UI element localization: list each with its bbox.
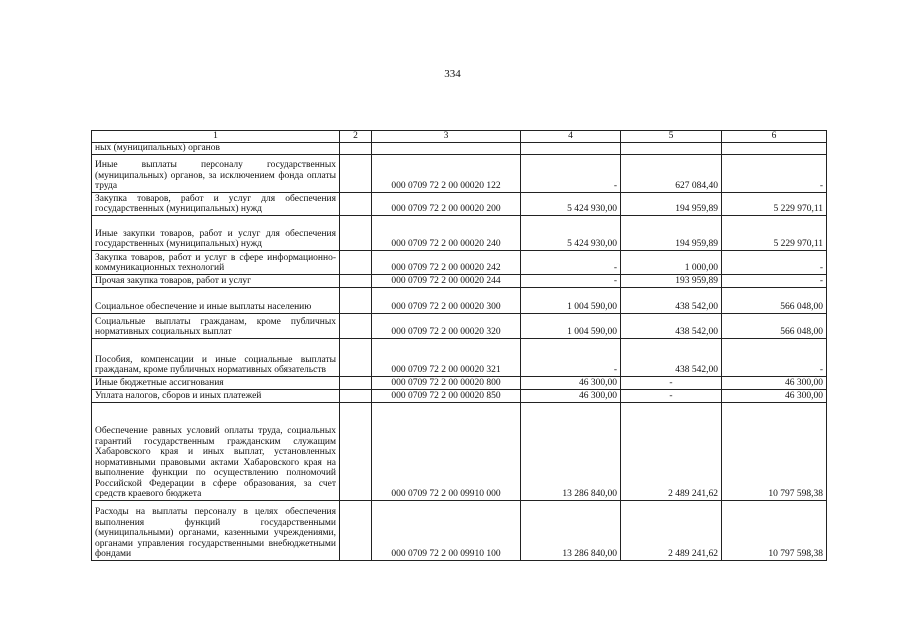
row-name: Иные закупки товаров, работ и услуг для обеспечения государственных (муниципальных) нужд: [92, 215, 340, 250]
row-col4: [521, 143, 621, 155]
row-col4: -: [521, 154, 621, 192]
row-col6: 10 797 598,38: [722, 500, 827, 560]
row-col5: 438 542,00: [621, 287, 722, 313]
row-col6: 566 048,00: [722, 313, 827, 338]
page-number: 334: [444, 68, 461, 80]
row-col4: -: [521, 250, 621, 274]
row-col4: 46 300,00: [521, 389, 621, 402]
row-col6: -: [722, 274, 827, 287]
header-row: [92, 131, 827, 143]
table-row: [92, 287, 827, 313]
row-col4: 1 004 590,00: [521, 313, 621, 338]
row-col6: 5 229 970,11: [722, 192, 827, 215]
row-code: 000 0709 72 2 00 00020 850: [372, 389, 521, 402]
row-code: 000 0709 72 2 00 00020 240: [372, 215, 521, 250]
row-col5: 2 489 241,62: [621, 500, 722, 560]
row-col2: [340, 143, 372, 155]
row-col6: -: [722, 154, 827, 192]
header-col-3: 3: [372, 131, 521, 143]
row-col4: -: [521, 338, 621, 376]
row-col6: 5 229 970,11: [722, 215, 827, 250]
row-col2: [340, 389, 372, 402]
header-col-4: 4: [521, 131, 621, 143]
row-col5: 627 084,40: [621, 154, 722, 192]
row-col4: 13 286 840,00: [521, 500, 621, 560]
table-row: [92, 313, 827, 338]
row-col5: 2 489 241,62: [621, 402, 722, 500]
row-name: Прочая закупка товаров, работ и услуг: [92, 274, 340, 287]
row-col6: [722, 143, 827, 155]
row-col4: 13 286 840,00: [521, 402, 621, 500]
row-code: 000 0709 72 2 00 00020 122: [372, 154, 521, 192]
header-col-5: 5: [621, 131, 722, 143]
row-col6: 46 300,00: [722, 389, 827, 402]
row-name: Закупка товаров, работ и услуг для обеспечения государственных (муниципальных) нужд: [92, 192, 340, 215]
row-name: Иные выплаты персоналу государственных (муниципальных) органов, за исключением фонда оплаты труда: [92, 154, 340, 192]
row-col5: 438 542,00: [621, 338, 722, 376]
header-col-2: 2: [340, 131, 372, 143]
row-code: 000 0709 72 2 00 09910 100: [372, 500, 521, 560]
row-code: 000 0709 72 2 00 00020 200: [372, 192, 521, 215]
row-col2: [340, 287, 372, 313]
row-code: 000 0709 72 2 00 00020 320: [372, 313, 521, 338]
table-row: [92, 500, 827, 560]
row-col6: 10 797 598,38: [722, 402, 827, 500]
row-code: [372, 143, 521, 155]
row-col5: -: [621, 389, 722, 402]
row-code: 000 0709 72 2 00 00020 242: [372, 250, 521, 274]
row-col2: [340, 313, 372, 338]
row-col6: -: [722, 250, 827, 274]
row-col5: 193 959,89: [621, 274, 722, 287]
row-col2: [340, 215, 372, 250]
row-col2: [340, 376, 372, 389]
header-col-1: 1: [92, 131, 340, 143]
row-col2: [340, 192, 372, 215]
row-col2: [340, 500, 372, 560]
row-col5: 194 959,89: [621, 215, 722, 250]
row-col6: 46 300,00: [722, 376, 827, 389]
row-name: Расходы на выплаты персоналу в целях обеспечения выполнения функций государственными (муниципальными) органами, казенными учреждениями, органами управления государственными внебюджетными фондами: [92, 500, 340, 560]
table-body: [92, 143, 827, 561]
table-row: [92, 402, 827, 500]
table-row: [92, 376, 827, 389]
row-col4: -: [521, 274, 621, 287]
table-row: [92, 274, 827, 287]
row-col2: [340, 154, 372, 192]
row-name: ных (муниципальных) органов: [92, 143, 340, 155]
table-row: [92, 389, 827, 402]
table-row: [92, 250, 827, 274]
row-code: 000 0709 72 2 00 00020 800: [372, 376, 521, 389]
row-name: Обеспечение равных условий оплаты труда, социальных гарантий государственным гражданским служащим Хабаровского края и иных выплат, установленных нормативными правовыми актами Хабаровского края на выполнение функции по осуществлению полномочий Российской Федерации в сфере образования, за счет средств краевого бюджета: [92, 402, 340, 500]
row-name: Пособия, компенсации и иные социальные выплаты гражданам, кроме публичных нормативных обязательств: [92, 338, 340, 376]
table-row: [92, 338, 827, 376]
table-row: [92, 154, 827, 192]
row-code: 000 0709 72 2 00 00020 300: [372, 287, 521, 313]
row-col6: 566 048,00: [722, 287, 827, 313]
row-name: Социальное обеспечение и иные выплаты населению: [92, 287, 340, 313]
row-col4: 1 004 590,00: [521, 287, 621, 313]
row-col6: -: [722, 338, 827, 376]
table-row: [92, 192, 827, 215]
row-col4: 46 300,00: [521, 376, 621, 389]
table-row: [92, 143, 827, 155]
row-name: Закупка товаров, работ и услуг в сфере информационно-коммуникационных технологий: [92, 250, 340, 274]
row-col5: 438 542,00: [621, 313, 722, 338]
row-col2: [340, 274, 372, 287]
row-code: 000 0709 72 2 00 00020 321: [372, 338, 521, 376]
row-col5: [621, 143, 722, 155]
row-col5: -: [621, 376, 722, 389]
budget-table: [91, 130, 827, 561]
row-col5: 194 959,89: [621, 192, 722, 215]
row-col5: 1 000,00: [621, 250, 722, 274]
row-col4: 5 424 930,00: [521, 192, 621, 215]
row-name: Иные бюджетные ассигнования: [92, 376, 340, 389]
header-col-6: 6: [722, 131, 827, 143]
row-col4: 5 424 930,00: [521, 215, 621, 250]
row-col2: [340, 402, 372, 500]
row-name: Социальные выплаты гражданам, кроме публичных нормативных социальных выплат: [92, 313, 340, 338]
row-col2: [340, 250, 372, 274]
row-name: Уплата налогов, сборов и иных платежей: [92, 389, 340, 402]
row-code: 000 0709 72 2 00 00020 244: [372, 274, 521, 287]
table-row: [92, 215, 827, 250]
row-col2: [340, 338, 372, 376]
row-code: 000 0709 72 2 00 09910 000: [372, 402, 521, 500]
